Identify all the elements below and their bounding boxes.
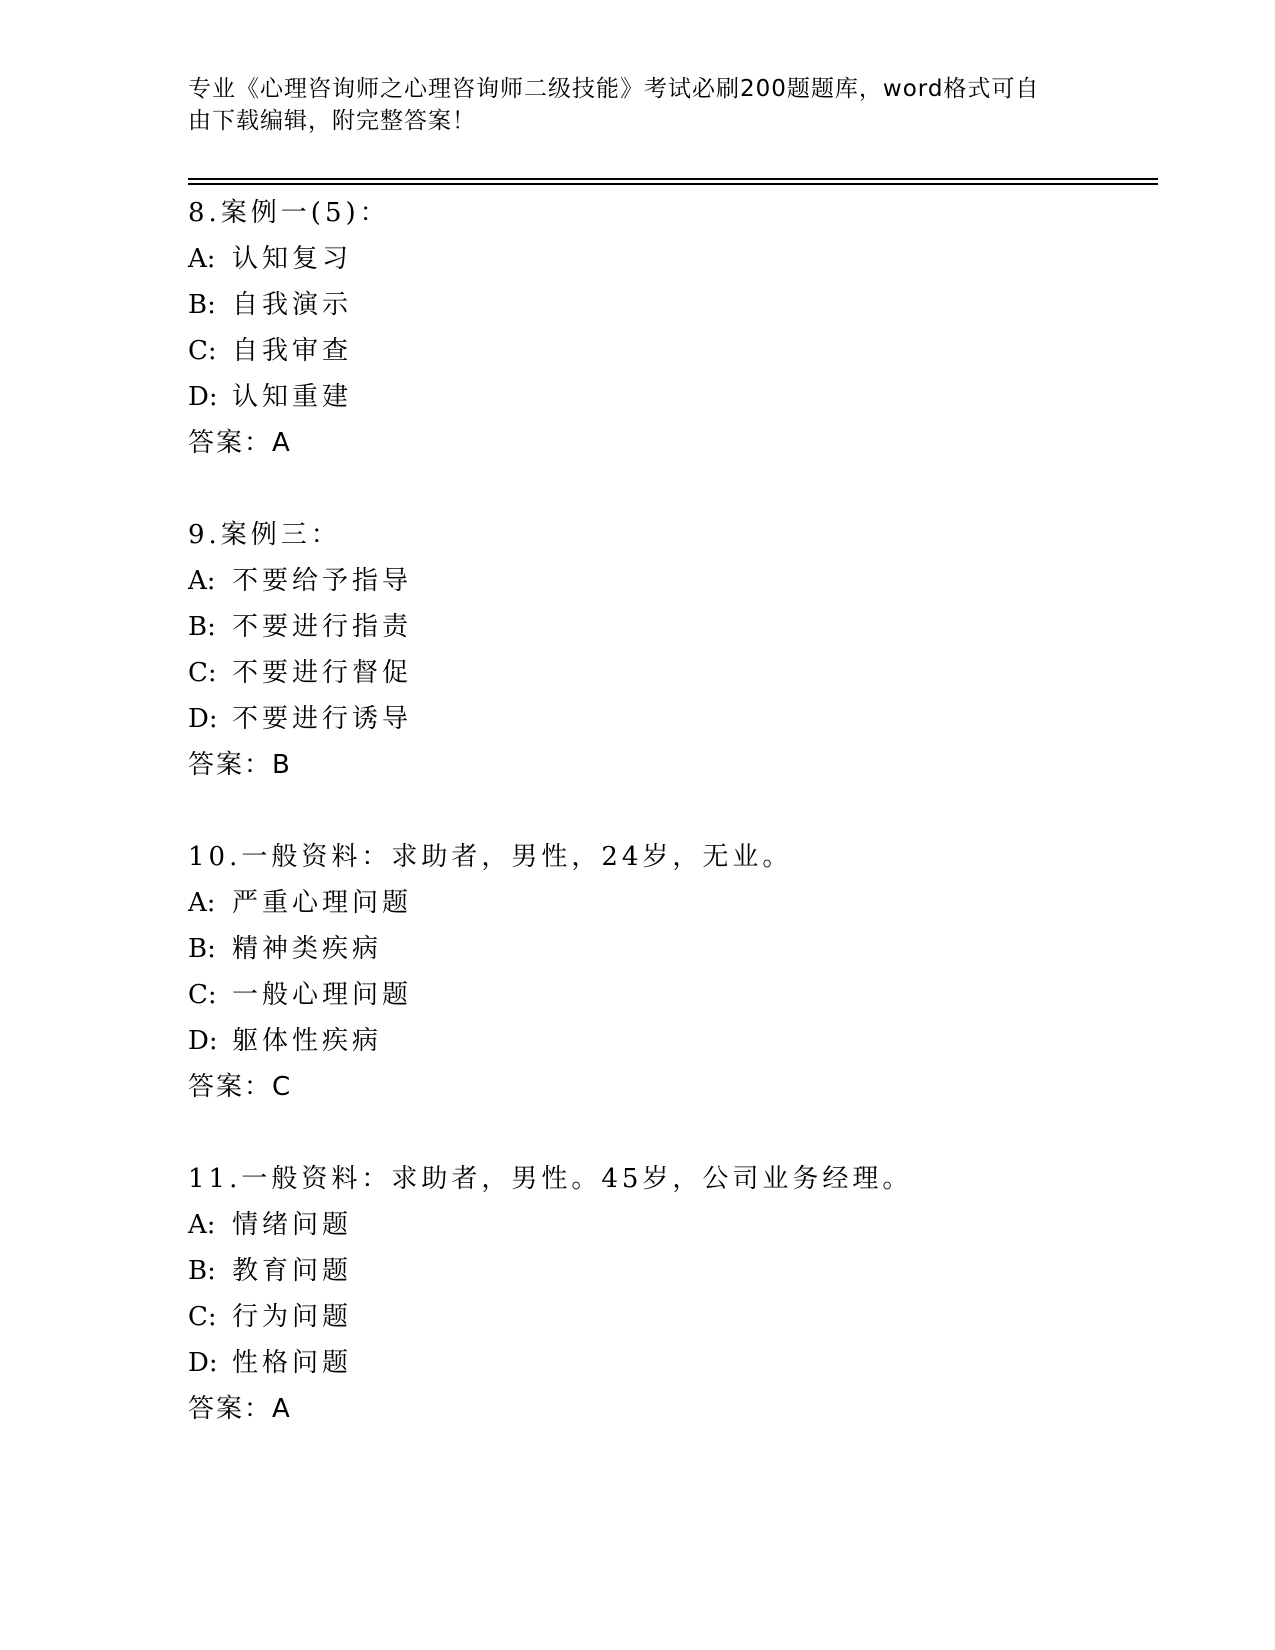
option-key: C:: [188, 1302, 217, 1332]
option-text: 性格问题: [232, 1348, 353, 1378]
answer-line: 答案：C: [188, 1072, 293, 1102]
option-a: [188, 1202, 1148, 1248]
option-key: C:: [188, 980, 217, 1010]
header-line-1: 专业《心理咨询师之心理咨询师二级技能》考试必刷200题题库，word格式可自: [188, 76, 1040, 102]
question-list: [188, 190, 1148, 1478]
question-stem: 10.一般资料：求助者，男性，24岁，无业。: [188, 842, 793, 872]
option-b: [188, 1248, 1148, 1294]
option-c: [188, 650, 1148, 696]
option-text: 不要给予指导: [232, 566, 413, 596]
option-text: 自我演示: [232, 290, 353, 320]
option-a: [188, 880, 1148, 926]
option-key: B:: [188, 934, 216, 964]
option-text: 认知复习: [232, 244, 353, 274]
question-stem: 9.案例三：: [188, 520, 341, 550]
question-8: [188, 190, 1148, 466]
option-key: A:: [188, 244, 216, 274]
option-c: [188, 972, 1148, 1018]
option-text: 精神类疾病: [232, 934, 383, 964]
header-divider-top: [188, 178, 1158, 180]
option-key: C:: [188, 658, 217, 688]
option-key: D:: [188, 382, 218, 412]
option-d: [188, 374, 1148, 420]
option-text: 行为问题: [232, 1302, 353, 1332]
option-text: 教育问题: [232, 1256, 353, 1286]
option-text: 自我审查: [232, 336, 353, 366]
option-key: D:: [188, 1348, 218, 1378]
option-key: A:: [188, 888, 216, 918]
option-key: C:: [188, 336, 217, 366]
option-d: [188, 696, 1148, 742]
option-text: 认知重建: [232, 382, 353, 412]
answer-line: 答案：B: [188, 750, 292, 780]
question-10: [188, 834, 1148, 1110]
answer-line: 答案：A: [188, 1394, 292, 1424]
option-key: B:: [188, 290, 216, 320]
question-stem: 8.案例一(5)：: [188, 198, 390, 228]
option-d: [188, 1018, 1148, 1064]
answer-line: 答案：A: [188, 428, 292, 458]
option-b: [188, 604, 1148, 650]
option-key: B:: [188, 1256, 216, 1286]
option-text: 严重心理问题: [232, 888, 413, 918]
question-stem: 11.一般资料：求助者，男性。45岁，公司业务经理。: [188, 1164, 913, 1194]
header-line-2: 由下载编辑，附完整答案！: [188, 108, 476, 134]
option-b: [188, 282, 1148, 328]
option-text: 躯体性疾病: [232, 1026, 383, 1056]
option-c: [188, 328, 1148, 374]
option-b: [188, 926, 1148, 972]
option-key: D:: [188, 704, 218, 734]
option-text: 情绪问题: [232, 1210, 353, 1240]
option-a: [188, 558, 1148, 604]
option-text: 不要进行指责: [232, 612, 413, 642]
option-key: B:: [188, 612, 216, 642]
option-key: D:: [188, 1026, 218, 1056]
option-key: A:: [188, 566, 216, 596]
option-a: [188, 236, 1148, 282]
question-11: [188, 1156, 1148, 1432]
option-text: 不要进行诱导: [232, 704, 413, 734]
document-header: [188, 73, 1088, 137]
option-text: 不要进行督促: [232, 658, 413, 688]
header-divider-bottom: [188, 183, 1158, 185]
question-9: [188, 512, 1148, 788]
option-text: 一般心理问题: [232, 980, 413, 1010]
option-key: A:: [188, 1210, 216, 1240]
option-d: [188, 1340, 1148, 1386]
option-c: [188, 1294, 1148, 1340]
